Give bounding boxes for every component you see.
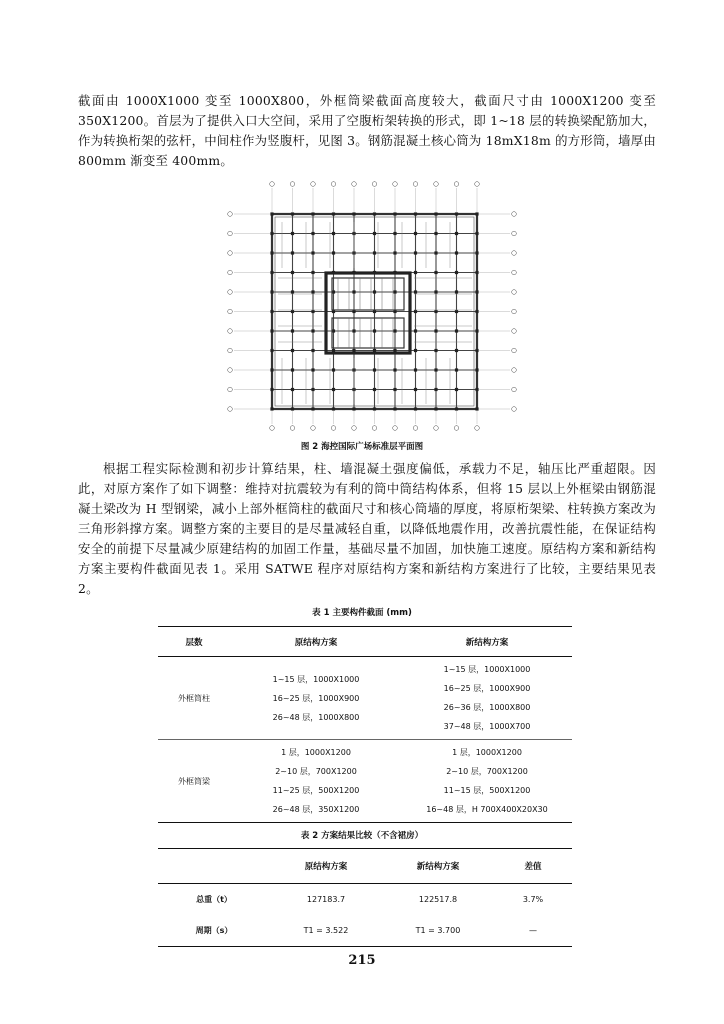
table2 <box>158 848 572 947</box>
table-row: 周期（s） T1 = 3.522 T1 = 3.700 — <box>158 915 572 947</box>
table-row <box>158 740 572 823</box>
table-row <box>158 657 572 740</box>
row-label: 外框筒梁 <box>158 740 230 823</box>
table1-caption: 表 1 主要构件截面 (mm) <box>312 608 412 618</box>
table2-caption: 表 2 方案结果比较（不含裙房） <box>300 831 424 841</box>
table1-header: 新结构方案 <box>402 627 572 657</box>
page-number: 215 <box>348 953 376 968</box>
floor-plan-figure <box>226 178 518 433</box>
paragraph-1: 截面由 1000X1000 变至 1000X800，外框筒梁截面高度较大，截面尺寸由 1000X1200 变至 350X1200。首层为了提供入口大空间，采用了空腹桁架转换的形式，即 1~18 层的转换梁配筋加大，作为转换桁架的弦杆，中间柱作为竖腹杆，见图 3。钢筋混凝土核心筒为 18mX18m 的方形筒，墙厚由 800mm 渐变至 400mm。 <box>78 93 656 168</box>
table2-header <box>158 849 270 884</box>
original-cell: 1 层，1000X1200 2~10 层，700X1200 11~25 层，500X1200 26~48 层，350X1200 <box>230 740 402 823</box>
table1 <box>158 626 572 823</box>
new-cell: 1~15 层，1000X1000 16~25 层，1000X900 26~36 层，1000X800 37~48 层，1000X700 <box>402 657 572 740</box>
table-row: 总重（t） 127183.7 122517.8 3.7% <box>196 895 544 904</box>
figure-caption: 图 2 海控国际广场标准层平面图 <box>300 442 424 452</box>
table2-header: 差值 <box>494 849 572 884</box>
original-cell: 1~15 层，1000X1000 16~25 层，1000X900 26~48 层，1000X800 <box>230 657 402 740</box>
table1-header: 原结构方案 <box>230 627 402 657</box>
paragraph-2: 根据工程实际检测和初步计算结果，柱、墙混凝土强度偏低，承载力不足，轴压比严重超限。因此，对原方案作了如下调整：维持对抗震较为有利的筒中筒结构体系，但将 15 层以上外框梁由钢筋混凝土梁改为 H 型钢梁，减小上部外框筒柱的截面尺寸和核心筒墙的厚度，将原桁架梁、柱转换方案改为三角形斜撑方案。调整方案的主要目的是尽量减轻自重，以降低地震作用，改善抗震性能，在保证结构安全的前提下尽量减少原建结构的加固工作量，基础尽量不加固，加快施工速度。原结构方案和新结构方案主要构件截面见表 1。采用 SATWE 程序对原结构方案和新结构方案进行了比较，主要结果见表 2。 <box>78 461 656 596</box>
table1-header: 层数 <box>158 627 230 657</box>
row-label: 外框筒柱 <box>158 657 230 740</box>
table2-header: 原结构方案 <box>270 849 382 884</box>
new-cell: 1 层，1000X1200 2~10 层，700X1200 11~15 层，500X1200 16~48 层，H 700X400X20X30 <box>402 740 572 823</box>
table2-header: 新结构方案 <box>382 849 494 884</box>
